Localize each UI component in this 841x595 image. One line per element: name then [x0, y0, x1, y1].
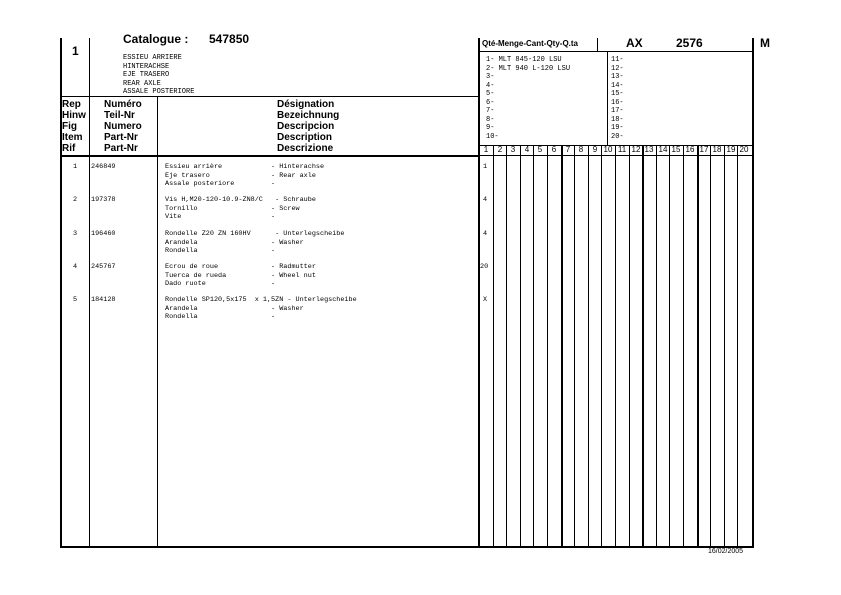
header-line: Item: [62, 132, 83, 143]
qty-column-line: [561, 145, 563, 547]
header-line: Hinw: [62, 110, 86, 121]
qty-column-number: 9: [592, 145, 598, 154]
qty-column-number: 12: [631, 145, 641, 154]
designation-line: Vite -: [165, 213, 276, 221]
section-titles: [123, 54, 194, 97]
qty-column-number: 6: [551, 145, 557, 154]
part-designation: [165, 230, 344, 256]
qty-column-number: 16: [685, 145, 695, 154]
section-title: EJE TRASERO: [123, 71, 170, 79]
model-line: 4-: [486, 81, 495, 90]
part-number: 197378: [91, 196, 116, 204]
frame-bottom-border: [60, 546, 754, 548]
part-number: 196460: [91, 230, 116, 238]
part-rep: 4: [73, 263, 78, 271]
qty-column-number: 10: [603, 145, 613, 154]
designation-line: Rondelle SP120,5x175 x 1,5ZN - Unterlegscheibe: [165, 296, 357, 304]
header-bottom-line: [60, 155, 479, 157]
header-line: Rep: [62, 99, 81, 110]
header-line: Description: [277, 132, 333, 143]
model-line: 5-: [486, 90, 495, 98]
qty-column-line: [588, 145, 589, 547]
model-line: 3-: [486, 73, 495, 81]
header-line: Descripcion: [277, 121, 335, 132]
group-number: 2576: [676, 36, 703, 50]
model-line: 9-: [486, 124, 495, 132]
designation-line: Arandela - Washer: [165, 238, 304, 247]
qty-column-line: [629, 145, 630, 547]
header-line: Part-Nr: [104, 132, 138, 143]
page-number: 1: [72, 44, 79, 58]
section-title: REAR AXLE: [123, 79, 161, 88]
header-line: Numero: [104, 121, 142, 132]
header-line: Désignation: [277, 99, 335, 110]
header-line: Rif: [62, 143, 76, 154]
model-line: 15-: [611, 90, 624, 98]
model-line: 20-: [611, 132, 624, 141]
designation-line: Rondella -: [165, 313, 276, 321]
qty-column-line: [520, 145, 521, 547]
designation-line: Rondella -: [165, 247, 276, 255]
part-qty: X: [483, 296, 488, 304]
qty-column-number: 14: [658, 145, 668, 154]
part-qty: 20: [480, 263, 489, 271]
frame-divider-rep: [89, 38, 90, 547]
group-code: AX: [626, 36, 643, 50]
print-date: 16/02/2005: [708, 548, 744, 555]
header-line: Part-Nr: [104, 143, 138, 154]
part-rep: 3: [73, 230, 78, 238]
qty-header-divider: [597, 38, 598, 52]
header-line: Bezeichnung: [277, 110, 340, 121]
header-line: Numéro: [104, 99, 142, 110]
header-line: Descrizione: [277, 143, 334, 154]
numero-column-header: [104, 99, 142, 154]
rep-column-header: [62, 99, 86, 154]
qty-column-number: 3: [510, 145, 516, 154]
models-divider: [607, 52, 608, 145]
model-line: 7-: [486, 107, 495, 115]
part-rep: 1: [73, 163, 78, 171]
qty-column-line: [547, 145, 548, 547]
part-number: 245767: [91, 263, 116, 271]
part-designation: [165, 196, 316, 222]
model-line: 16-: [611, 98, 624, 107]
corner-letter: M: [760, 36, 770, 50]
qty-column-number: 20: [739, 145, 749, 154]
qty-header-line: [478, 51, 753, 52]
model-line: 13-: [611, 73, 624, 81]
qty-column-line: [710, 145, 711, 547]
qty-column-line: [669, 145, 670, 547]
header-line: Fig: [62, 121, 77, 132]
qty-column-line: [697, 145, 699, 547]
designation-line: Arandela - Washer: [165, 304, 304, 313]
qty-column-line: [601, 145, 602, 547]
part-number: 246849: [91, 163, 116, 171]
models-list-right: [611, 56, 624, 141]
qty-column-number: 5: [537, 145, 543, 154]
frame-divider-qty: [478, 38, 480, 547]
qty-column-number: 18: [712, 145, 722, 154]
section-title: ESSIEU ARRIERE: [123, 54, 182, 62]
qty-header: Qté-Menge-Cant-Qty-Q.ta: [482, 39, 578, 48]
models-list-left: [486, 56, 570, 141]
qty-column-line: [615, 145, 616, 547]
qty-column-number: 15: [671, 145, 681, 154]
qty-column-number: 8: [578, 145, 584, 154]
model-line: 1- MLT 845-120 LSU: [486, 56, 562, 64]
model-line: 17-: [611, 107, 624, 115]
designation-line: Essieu arrière - Hinterachse: [165, 163, 325, 171]
qty-column-line: [574, 145, 575, 547]
part-designation: [165, 296, 357, 322]
part-rep: 5: [73, 296, 78, 304]
part-designation: [165, 263, 316, 289]
part-designation: [165, 163, 324, 189]
designation-line: Tuerca de rueda - Wheel nut: [165, 271, 316, 280]
model-line: 10-: [486, 132, 499, 141]
designation-column-header: [277, 99, 339, 154]
qty-column-number: 4: [524, 145, 530, 154]
model-line: 11-: [611, 56, 624, 64]
model-line: 14-: [611, 81, 624, 90]
section-title: HINTERACHSE: [123, 62, 170, 71]
designation-line: Assale posteriore -: [165, 180, 276, 188]
part-qty: 4: [483, 230, 488, 238]
catalogue-number: 547850: [209, 32, 250, 46]
designation-line: Vis H,M20-120-10.9-ZN8/C - Schraube: [165, 196, 316, 204]
qty-column-line: [656, 145, 657, 547]
qty-column-number: 2: [497, 145, 503, 154]
qty-column-line: [724, 145, 725, 547]
section-title: ASSALE POSTERIORE: [123, 88, 195, 96]
qty-column-line: [506, 145, 507, 547]
model-line: 2- MLT 940 L-120 LSU: [486, 64, 571, 73]
qty-column-line: [533, 145, 534, 547]
designation-line: Tornillo - Screw: [165, 204, 300, 213]
header-line: Teil-Nr: [104, 110, 135, 121]
part-qty: 4: [483, 196, 488, 204]
model-line: 12-: [611, 64, 624, 73]
frame-divider-numero: [157, 96, 158, 547]
designation-line: Ecrou de roue - Radmutter: [165, 263, 316, 271]
part-qty: 1: [483, 163, 488, 171]
qty-column-number: 17: [699, 145, 709, 154]
catalogue-label: Catalogue :: [123, 32, 189, 46]
designation-line: Rondelle Z20 ZN 160HV - Unterlegscheibe: [165, 230, 345, 238]
qty-column-number: 11: [617, 145, 627, 154]
qty-column-number: 7: [565, 145, 571, 154]
qty-column-line: [683, 145, 684, 547]
qty-column-number: 19: [726, 145, 736, 154]
designation-line: Eje trasero - Rear axle: [165, 171, 316, 180]
qty-column-number: 1: [483, 145, 489, 154]
qty-column-number: 13: [644, 145, 654, 154]
model-line: 8-: [486, 115, 495, 124]
model-line: 6-: [486, 98, 495, 107]
qty-column-line: [737, 145, 738, 547]
frame-right-border: [752, 38, 754, 547]
model-line: 18-: [611, 115, 624, 124]
qty-column-line: [493, 145, 494, 547]
part-rep: 2: [73, 196, 78, 204]
qty-column-line: [642, 145, 644, 547]
model-line: 19-: [611, 124, 624, 132]
part-number: 184128: [91, 296, 116, 304]
designation-line: Dado ruote -: [165, 280, 276, 288]
